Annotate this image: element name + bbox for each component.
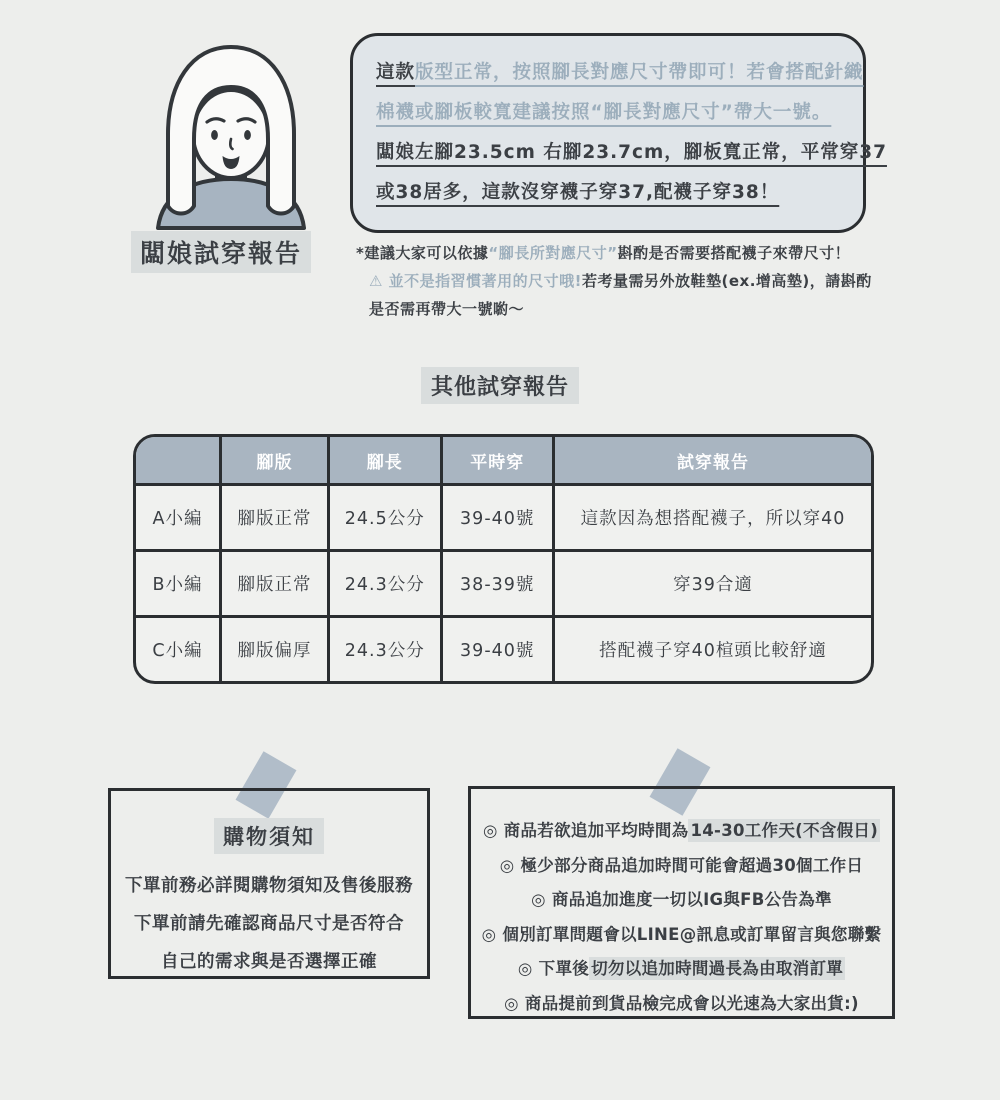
policy-item: [471, 918, 892, 953]
notice-line: 下單前請先確認商品尺寸是否符合: [134, 914, 404, 934]
policy-item-highlight: 14-30工作天(不含假日): [690, 821, 879, 840]
notice-line: 下單前務必詳閱購物須知及售後服務: [125, 876, 413, 896]
row-a-usual-size: 39-40號: [441, 485, 553, 551]
policy-item-text: ◎ 商品追加進度一切以IG與FB公告為準: [531, 890, 832, 909]
note-line-2: [356, 267, 936, 295]
table-row: [136, 551, 871, 617]
note-line-1-quote: “腳長所對應尺寸”: [488, 244, 618, 262]
boss-lady-avatar-illustration: [146, 42, 316, 230]
sizing-note: [356, 239, 936, 323]
row-c-editor: C小編: [136, 617, 221, 682]
row-c-foot-length: 24.3公分: [329, 617, 441, 682]
reporter-label: 闆娘試穿報告: [131, 231, 311, 273]
shopping-notice-title: 購物須知: [214, 818, 324, 854]
policy-item: [471, 883, 892, 918]
bubble-line-3: [376, 133, 887, 173]
policy-item-highlight: 切勿以追加時間過長為由取消訂單: [591, 959, 844, 978]
bubble-line-4-text: 或38居多，這款沒穿襪子穿37,配襪子穿38！: [376, 182, 780, 203]
row-b-usual-size: 38-39號: [441, 551, 553, 617]
bubble-line-1-gray: 版型正常，按照腳長對應尺寸帶即可！若會搭配針織: [415, 62, 864, 83]
shopping-notice-lines: [111, 867, 427, 981]
row-c-foot-shape: 腳版偏厚: [221, 617, 329, 682]
policy-item-text: ◎ 極少部分商品追加時間可能會超過30個工作日: [499, 855, 864, 875]
table-header-report: 試穿報告: [553, 437, 871, 485]
avatar-eye-right: [244, 130, 251, 140]
bubble-line-1: [376, 53, 864, 93]
bubble-line-4: [376, 173, 840, 213]
policy-item: [471, 987, 892, 1022]
row-c-report: 搭配襪子穿40楦頭比較舒適: [553, 617, 871, 682]
notice-line: 自己的需求與是否選擇正確: [161, 952, 377, 972]
table-header-row: [136, 437, 871, 485]
order-policy-box: [468, 786, 895, 1019]
bubble-line-3-text: 闆娘左腳23.5cm 右腳23.7cm，腳板寬正常，平常穿37: [376, 142, 887, 163]
policy-item-text: ◎ 商品提前到貨品檢完成會以光速為大家出貨:): [504, 993, 859, 1013]
bubble-line-2: [376, 93, 840, 133]
avatar-eye-left: [211, 130, 218, 140]
shopping-notice-box: [108, 788, 430, 979]
bubble-line-1-bold: 這款: [376, 62, 416, 83]
row-a-foot-shape: 腳版正常: [221, 485, 329, 551]
table-header-usual-size: 平時穿: [441, 437, 553, 485]
policy-item-text: ◎ 商品若欲追加平均時間為: [482, 821, 689, 840]
note-line-3: 是否需再帶大一號喲～: [369, 300, 525, 318]
bubble-line-2-gray: 棉襪或腳板較寬建議按照“腳長對應尺寸”帶大一號。: [376, 102, 832, 123]
others-report-heading: 其他試穿報告: [421, 367, 579, 404]
table-row: [136, 485, 871, 551]
policy-item: [471, 814, 892, 849]
note-line-1: [356, 239, 936, 267]
table-row: [136, 617, 871, 682]
policy-item: [471, 952, 892, 987]
note-line-2-dark: 若考量需另外放鞋墊(ex.增高墊)，請斟酌: [582, 272, 872, 290]
row-b-report: 穿39合適: [553, 551, 871, 617]
row-c-usual-size: 39-40號: [441, 617, 553, 682]
row-a-editor: A小編: [136, 485, 221, 551]
row-b-foot-length: 24.3公分: [329, 551, 441, 617]
table-header-foot-length: 腳長: [329, 437, 441, 485]
policy-item-text: ◎ 個別訂單問題會以LINE@訊息或訂單留言與您聯繫: [481, 924, 882, 944]
note-line-1-pre: *建議大家可以依據: [356, 244, 489, 262]
policy-item-text: ◎ 下單後: [517, 959, 590, 978]
policy-item: [471, 849, 892, 884]
table-header-foot-shape: 腳版: [221, 437, 329, 485]
row-b-editor: B小編: [136, 551, 221, 617]
fit-report-speech-bubble: [350, 33, 887, 233]
fit-report-table: [133, 434, 874, 684]
row-b-foot-shape: 腳版正常: [221, 551, 329, 617]
note-line-2-gray: 並不是指習慣著用的尺寸哦!: [382, 272, 583, 290]
note-line-1-post: 斟酌是否需要搭配襪子來帶尺寸！: [617, 244, 851, 262]
warning-icon: ⚠: [369, 272, 383, 290]
row-a-report: 這款因為想搭配襪子，所以穿40: [553, 485, 871, 551]
row-a-foot-length: 24.5公分: [329, 485, 441, 551]
table-header-blank: [136, 437, 221, 485]
